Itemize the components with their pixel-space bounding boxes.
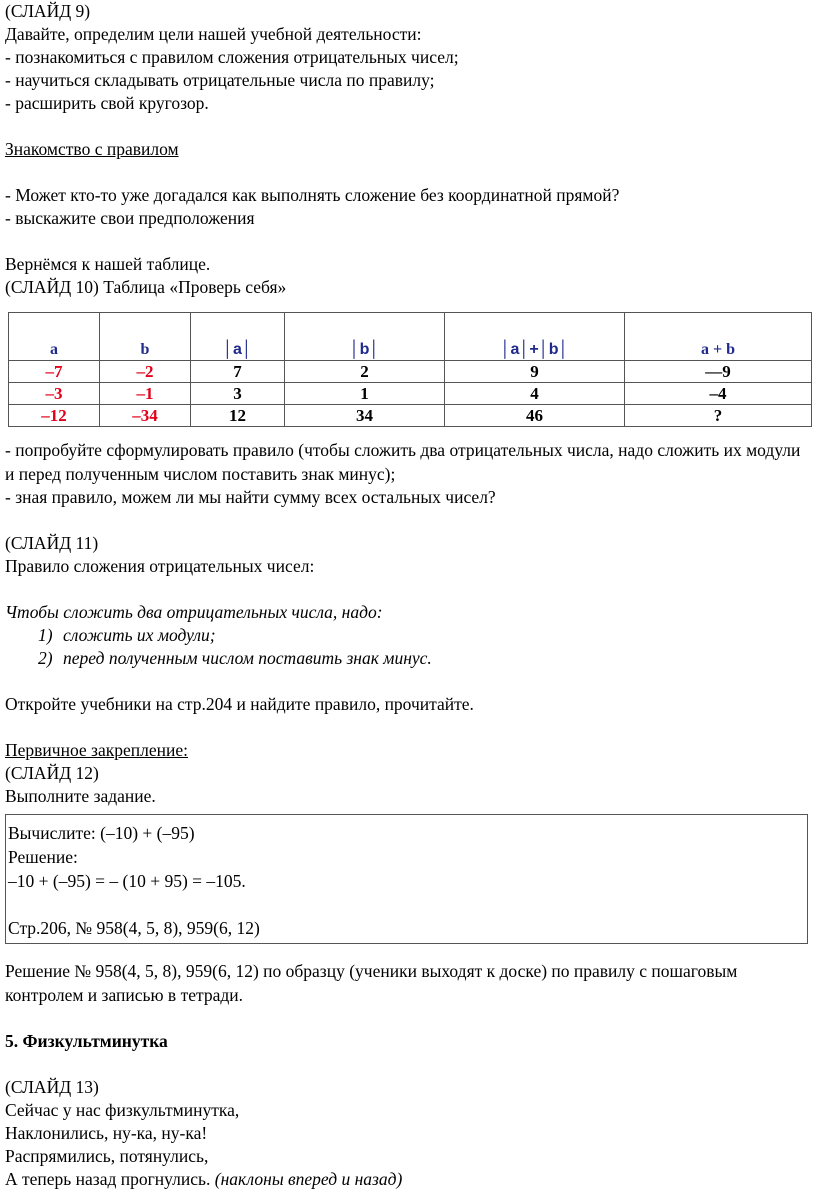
compute-prompt: Вычислите: (–10) + (–95) <box>8 823 195 843</box>
poem-line: Распрямились, потянулись, <box>5 1146 209 1166</box>
section-heading-exercise: 5. Физкультминутка <box>5 1031 168 1051</box>
rule-lead: Чтобы сложить два отрицательных числа, надо: <box>5 602 383 622</box>
table-cell: ? <box>625 405 812 427</box>
question-1: - Может кто-то уже догадался как выполнять сложение без координатной прямой? <box>5 185 620 205</box>
formulate-rule-prompt: - попробуйте сформулировать правило (чтобы сложить два отрицательных числа, надо сложить их модули и перед полученным числом поставить знак минус); <box>5 440 801 484</box>
poem-line: А теперь назад прогнулись. (наклоны вперед и назад) <box>5 1169 403 1189</box>
rule-title: Правило сложения отрицательных чисел: <box>5 556 315 576</box>
table-row <box>9 383 812 405</box>
table-cell: 34 <box>285 405 445 427</box>
header-cell: b <box>100 338 191 361</box>
header-cell: a + b <box>625 338 812 361</box>
sum-question: - зная правило, можем ли мы найти сумму всех остальных чисел? <box>5 487 496 507</box>
document-page <box>5 0 813 1191</box>
section-heading-consolidation: Первичное закрепление: <box>5 740 188 760</box>
header-cell: │a│ <box>191 338 285 361</box>
table-cell: —9 <box>625 361 812 383</box>
table-cell: 9 <box>445 361 625 383</box>
header-cell: a <box>9 338 100 361</box>
exercise-reference: Стр.206, № 958(4, 5, 8), 959(6, 12) <box>8 918 260 938</box>
solution-label: Решение: <box>8 847 78 867</box>
table-row <box>9 361 812 383</box>
table-cell: 2 <box>285 361 445 383</box>
poem-line: Наклонились, ну-ка, ну-ка! <box>5 1123 208 1143</box>
solving-description: Решение № 958(4, 5, 8), 959(6, 12) по образцу (ученики выходят к доске) по правилу с пошаговым контролем и записью в тетради. <box>5 961 738 1005</box>
table-cell: –34 <box>100 405 191 427</box>
table-cell: –4 <box>625 383 812 405</box>
header-cell: │b│ <box>285 338 445 361</box>
table-row <box>9 405 812 427</box>
goals-intro: Давайте, определим цели нашей учебной деятельности: <box>5 24 422 44</box>
rule-step: 1) сложить их модули; <box>38 625 216 645</box>
textbook-instruction: Откройте учебники на стр.204 и найдите правило, прочитайте. <box>5 694 474 714</box>
slide-11-label: (СЛАЙД 11) <box>5 533 99 553</box>
table-cell: –7 <box>9 361 100 383</box>
slide-9-label: (СЛАЙД 9) <box>5 1 91 21</box>
table-cell: 1 <box>285 383 445 405</box>
section-heading-acquaint: Знакомство с правилом <box>5 139 179 159</box>
example-box <box>5 814 808 944</box>
table-cell: –1 <box>100 383 191 405</box>
table-cell: 3 <box>191 383 285 405</box>
rule-step: 2) перед полученным числом поставить знак минус. <box>38 648 432 668</box>
task-instruction: Выполните задание. <box>5 786 156 806</box>
slide-10-label: (СЛАЙД 10) Таблица «Проверь себя» <box>5 277 287 297</box>
solution-text: –10 + (–95) = – (10 + 95) = –105. <box>8 871 246 891</box>
question-2: - выскажите свои предположения <box>5 208 255 228</box>
table-cell: 4 <box>445 383 625 405</box>
rule-steps <box>5 624 813 670</box>
goal-item: - расширить свой кругозор. <box>5 93 209 113</box>
table-cell: 46 <box>445 405 625 427</box>
check-yourself-table <box>8 312 812 427</box>
table-cell: –2 <box>100 361 191 383</box>
header-cell: │a│+│b│ <box>445 338 625 361</box>
table-cell: –3 <box>9 383 100 405</box>
goal-item: - научиться складывать отрицательные числа по правилу; <box>5 70 435 90</box>
table-cell: –12 <box>9 405 100 427</box>
slide-12-label: (СЛАЙД 12) <box>5 763 99 783</box>
table-cell: 12 <box>191 405 285 427</box>
stage-direction: (наклоны вперед и назад) <box>214 1169 403 1189</box>
slide-13-label: (СЛАЙД 13) <box>5 1077 99 1097</box>
poem-line: Сейчас у нас физкультминутка, <box>5 1100 240 1120</box>
table-cell: 7 <box>191 361 285 383</box>
table-header-row <box>9 338 812 361</box>
back-to-table: Вернёмся к нашей таблице. <box>5 254 211 274</box>
goal-item: - познакомиться с правилом сложения отрицательных чисел; <box>5 47 459 67</box>
